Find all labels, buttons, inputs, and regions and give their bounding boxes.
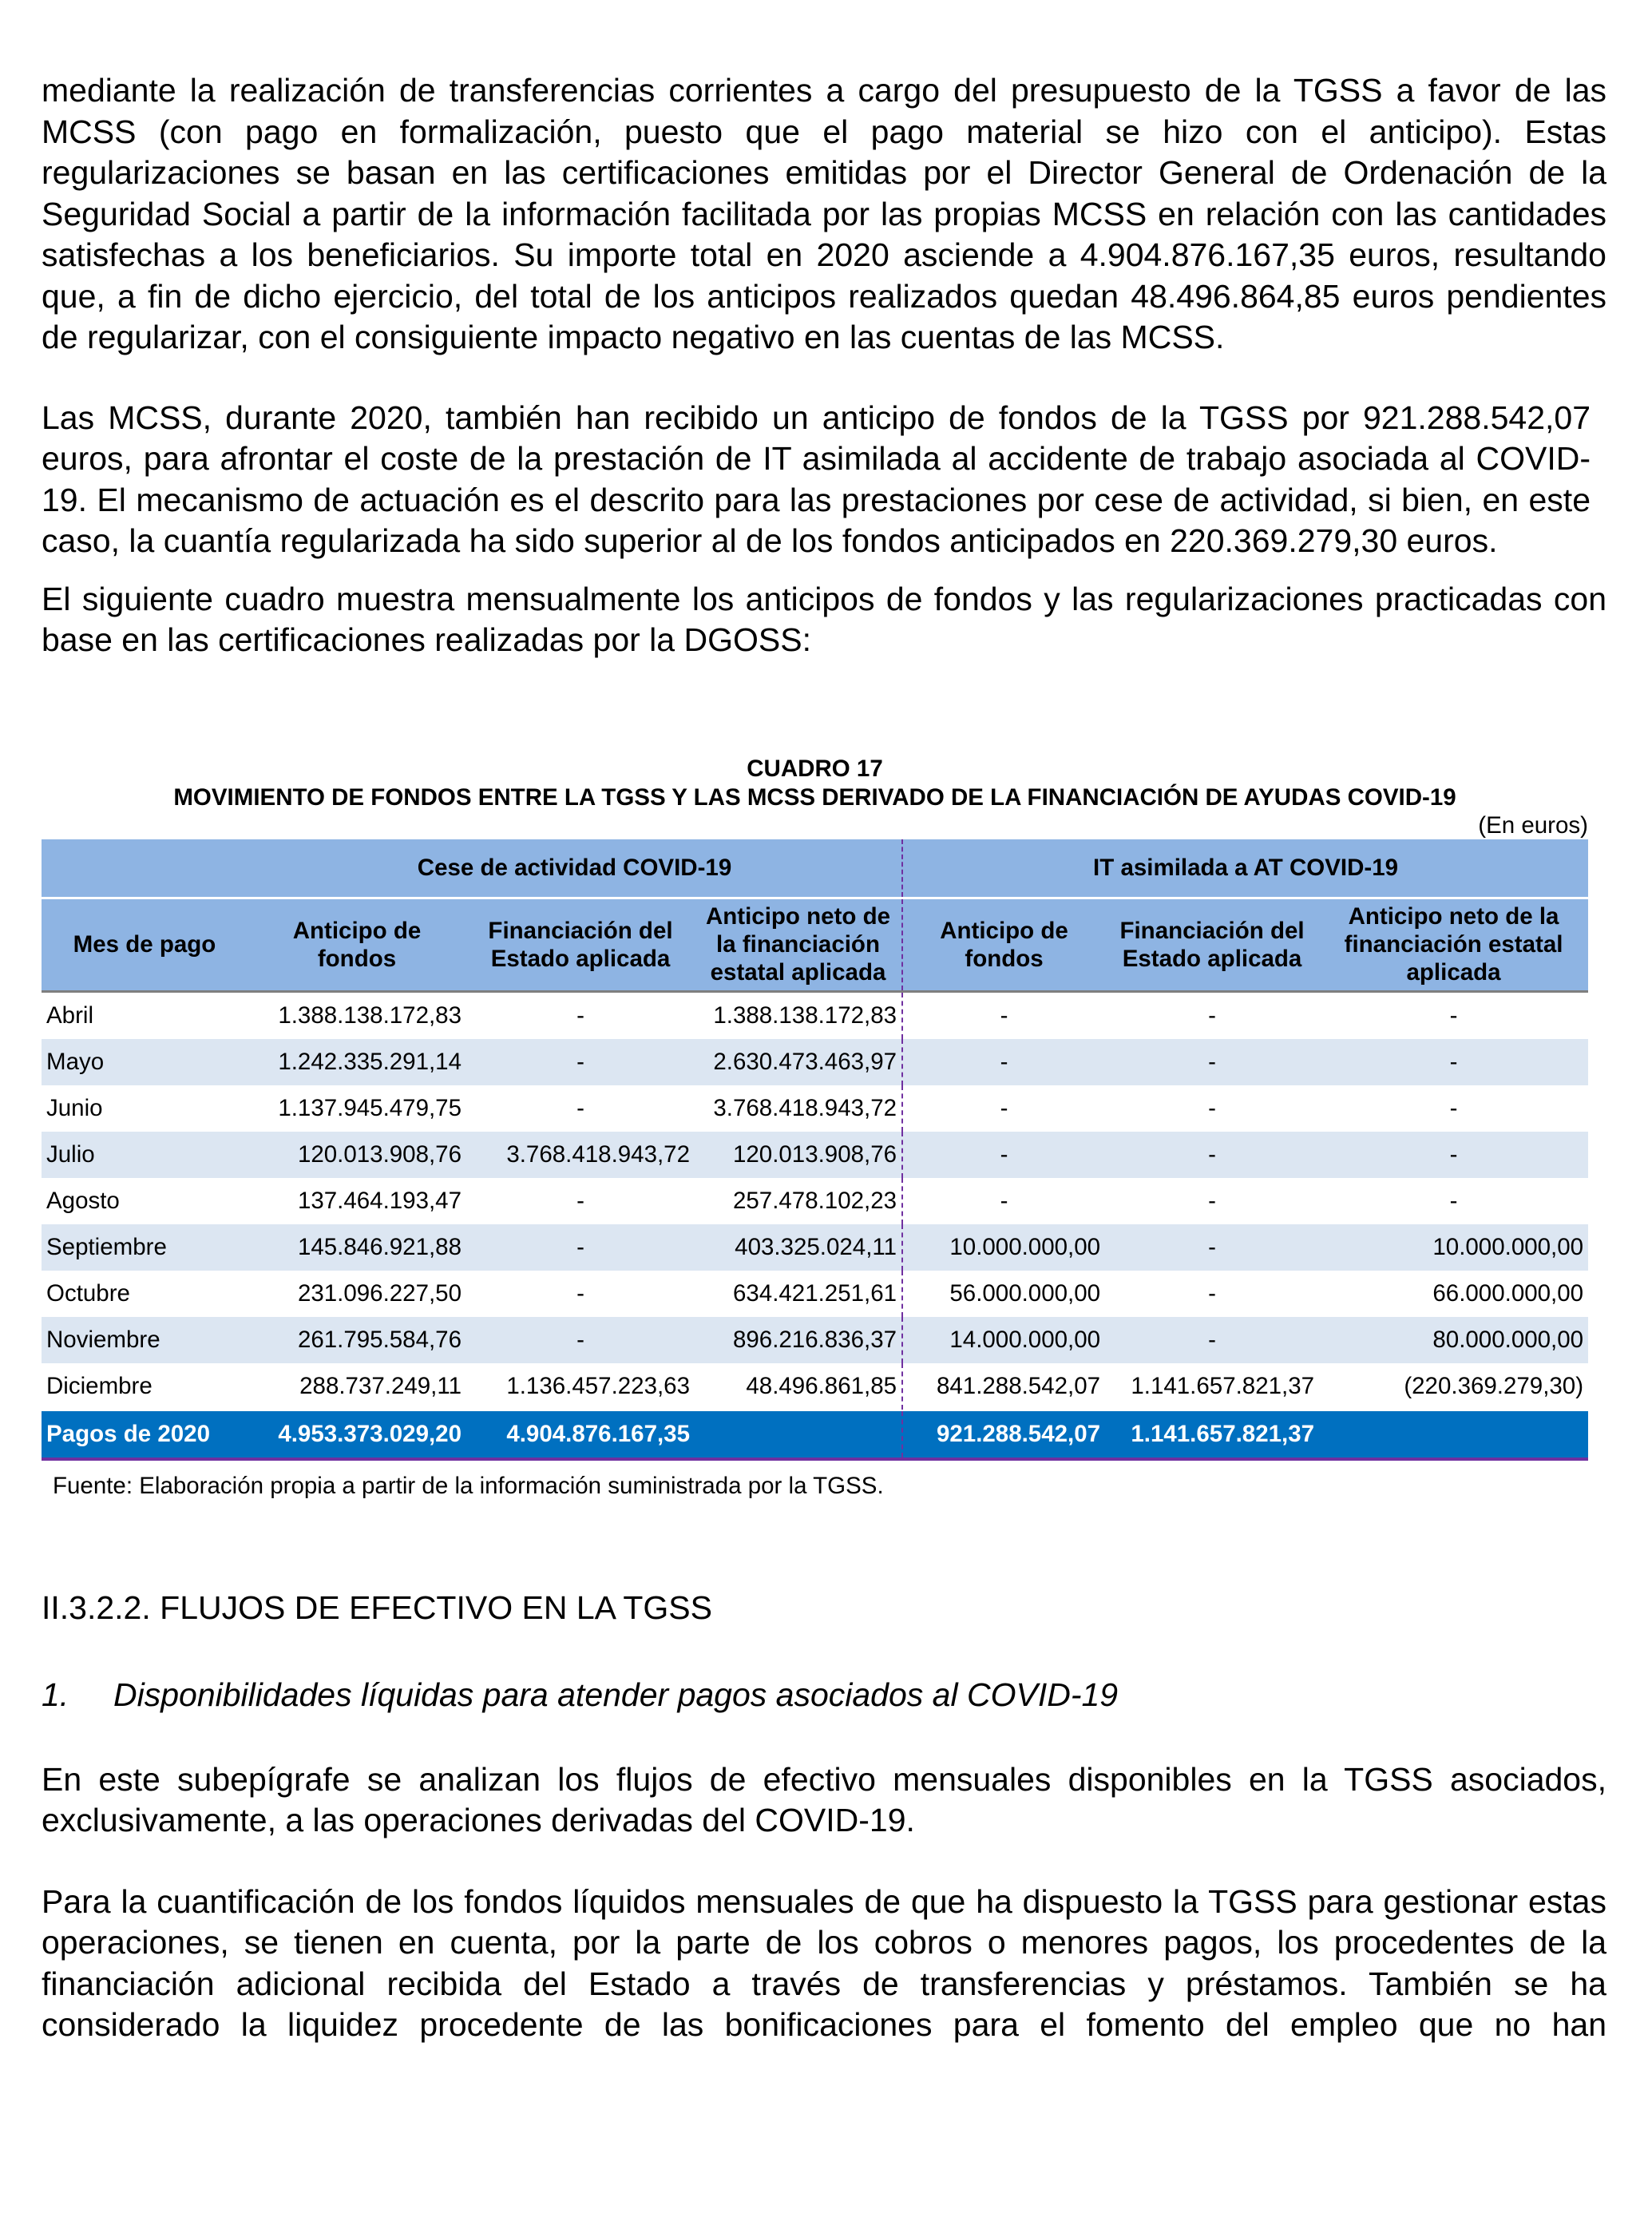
table-row	[42, 1085, 1588, 1132]
cell-mes: Julio	[42, 1132, 248, 1178]
cell-anticipo-it: 56.000.000,00	[949, 1279, 1101, 1307]
table-row	[42, 1039, 1588, 1085]
cell-mes: Agosto	[46, 1187, 120, 1214]
table-column-header-row	[42, 898, 1588, 991]
cell-anticipo-it: -	[902, 1132, 1105, 1178]
cell-financiacion-it: -	[1208, 1094, 1216, 1121]
cell-financiacion-it: -	[1105, 1132, 1319, 1178]
table-group-header-row	[42, 839, 1588, 898]
cell-total-financiacion-cese: 4.904.876.167,35	[466, 1410, 695, 1459]
cell-financiacion-cese: -	[466, 1039, 695, 1085]
cuadro-17	[42, 755, 1588, 1501]
cell-financiacion-it: -	[1105, 1317, 1319, 1363]
cell-neto-it: (220.369.279,30)	[1404, 1372, 1584, 1399]
cell-anticipo-cese: 137.464.193,47	[297, 1187, 462, 1214]
subsection-number: 1.	[42, 1676, 69, 1713]
table-row	[42, 1178, 1588, 1224]
cell-anticipo-it: 10.000.000,00	[902, 1224, 1105, 1271]
cell-mes: Noviembre	[42, 1317, 248, 1363]
group-header-it-asimilada: IT asimilada a AT COVID-19	[902, 839, 1588, 898]
table-row	[42, 1271, 1588, 1317]
table-units: (En euros)	[1478, 811, 1588, 839]
cell-neto-cese: 48.496.861,85	[695, 1363, 902, 1410]
cell-anticipo-cese: 231.096.227,50	[297, 1279, 462, 1307]
cell-anticipo-cese: 120.013.908,76	[248, 1132, 466, 1178]
paragraph-intro-cuadro: El siguiente cuadro muestra mensualmente los anticipos de fondos y las regularizaciones practicadas con base en las certificaciones realizadas por la DGOSS:	[42, 580, 1606, 658]
paragraph-cuantificacion: Para la cuantificación de los fondos líquidos mensuales de que ha dispuesto la TGSS para gestionar estas operaciones, se tienen en cuenta, por la parte de los cobros o menores pagos, los procedentes de la financiación adicional recibida del Estado a través de transferencias y préstamos. También se ha considerado la liquidez procedente de las bonificaciones para el fomento del empleo que no han	[42, 1882, 1606, 2043]
fondos-table	[42, 839, 1588, 1461]
paragraph-anticipos-regularizacion: mediante la realización de transferencias corrientes a cargo del presupuesto de la TGSS a favor de las MCSS (con pago en formalización, puesto que el pago material se hizo con el anticipo). Estas regularizaciones se basan en las certificaciones emitidas por el Director General de Ordenación de la Seguridad Social a partir de la información facilitada por las propias MCSS en relación con las cantidades satisfechas a los beneficiarios. Su importe total en 2020 asciende a 4.904.876.167,35 euros, resultando que, a fin de dicho ejercicio, del total de los anticipos realizados quedan 48.496.864,85 euros pendientes de regularizar, con el consiguiente impacto negativo en las cuentas de las MCSS.	[42, 72, 1606, 355]
cell-financiacion-it: -	[1105, 1224, 1319, 1271]
col-header-neto-it: Anticipo neto de la financiación estatal aplicada	[1319, 898, 1588, 991]
cell-anticipo-cese: 1.137.945.479,75	[278, 1094, 462, 1121]
cell-financiacion-cese: -	[576, 1279, 584, 1307]
cell-anticipo-cese: 288.737.249,11	[299, 1372, 462, 1399]
table-row	[42, 1317, 1588, 1363]
cell-neto-cese: 120.013.908,76	[695, 1132, 902, 1178]
table-source-note: Fuente: Elaboración propia a partir de la información suministrada por la TGSS.	[53, 1472, 884, 1499]
col-header-anticipo-cese: Anticipo de fondos	[248, 898, 466, 991]
cell-neto-cese: 896.216.836,37	[695, 1317, 902, 1363]
cell-financiacion-cese: -	[466, 1224, 695, 1271]
cell-anticipo-it: -	[1000, 1094, 1008, 1121]
cell-neto-it: 80.000.000,00	[1319, 1317, 1588, 1363]
subsection-heading	[42, 1675, 1606, 1715]
cell-neto-cese: 257.478.102,23	[695, 1178, 902, 1224]
table-row	[42, 991, 1588, 1039]
col-header-financiacion-it: Financiación del Estado aplicada	[1105, 898, 1319, 991]
cell-neto-it: 10.000.000,00	[1319, 1224, 1588, 1271]
col-header-neto-cese: Anticipo neto de la financiación estatal aplicada	[695, 898, 902, 991]
cell-financiacion-cese: -	[576, 1001, 584, 1029]
cell-anticipo-it: 14.000.000,00	[902, 1317, 1105, 1363]
col-header-mes: Mes de pago	[42, 898, 248, 991]
empty-header-cell	[42, 839, 248, 898]
paragraph-it-asimilada: Las MCSS, durante 2020, también han recibido un anticipo de fondos de la TGSS por 921.288.542,07 euros, para afrontar el coste de la prestación de IT asimilada al accidente de trabajo asociada al COVID-19. El mecanismo de actuación es el descrito para las prestaciones por cese de actividad, si bien, en este caso, la cuantía regularizada ha sido superior al de los fondos anticipados en 220.369.279,30 euros.	[42, 399, 1591, 559]
cell-total-neto-cese	[695, 1410, 902, 1459]
cell-anticipo-it: -	[1000, 1187, 1008, 1214]
table-total-row	[42, 1410, 1588, 1459]
cell-neto-it: -	[1449, 1094, 1458, 1121]
cell-anticipo-it: -	[1000, 1001, 1008, 1029]
cell-mes: Mayo	[42, 1039, 248, 1085]
col-header-financiacion-cese: Financiación del Estado aplicada	[466, 898, 695, 991]
cell-anticipo-cese: 1.388.138.172,83	[278, 1001, 462, 1029]
table-row	[42, 1363, 1588, 1410]
cell-anticipo-cese: 261.795.584,76	[248, 1317, 466, 1363]
cell-anticipo-it: 841.288.542,07	[936, 1372, 1101, 1399]
cell-neto-cese: 2.630.473.463,97	[695, 1039, 902, 1085]
cell-financiacion-it: -	[1105, 1039, 1319, 1085]
cell-total-financiacion-it: 1.141.657.821,37	[1105, 1410, 1319, 1459]
cell-mes: Junio	[46, 1094, 103, 1121]
cell-financiacion-it: -	[1208, 1001, 1216, 1029]
section-heading: II.3.2.2. FLUJOS DE EFECTIVO EN LA TGSS	[42, 1588, 712, 1626]
cell-financiacion-cese: -	[576, 1094, 584, 1121]
cell-mes: Diciembre	[46, 1372, 153, 1399]
cell-neto-cese: 403.325.024,11	[695, 1224, 902, 1271]
cell-financiacion-it: -	[1208, 1279, 1216, 1307]
cell-neto-cese: 3.768.418.943,72	[695, 1085, 902, 1132]
cell-neto-it: 66.000.000,00	[1432, 1279, 1584, 1307]
cell-financiacion-cese: 1.136.457.223,63	[506, 1372, 690, 1399]
cell-mes: Abril	[46, 1001, 94, 1029]
cell-neto-it: -	[1319, 1132, 1588, 1178]
group-header-cese-actividad: Cese de actividad COVID-19	[248, 839, 902, 898]
cell-neto-cese: 1.388.138.172,83	[695, 991, 902, 1039]
cell-total-label: Pagos de 2020	[42, 1410, 248, 1459]
cell-anticipo-it: -	[902, 1039, 1105, 1085]
paragraph-subepigrafe: En este subepígrafe se analizan los flujos de efectivo mensuales disponibles en la TGSS asociados, exclusivamente, a las operaciones derivadas del COVID-19.	[42, 1760, 1606, 1838]
cell-total-anticipo-it: 921.288.542,07	[902, 1410, 1105, 1459]
table-caption-number: CUADRO 17	[747, 755, 883, 782]
cell-neto-it: -	[1449, 1187, 1458, 1214]
cell-total-anticipo-cese: 4.953.373.029,20	[248, 1410, 466, 1459]
cell-neto-it: -	[1319, 1039, 1588, 1085]
cell-neto-it: -	[1449, 1001, 1458, 1029]
col-header-anticipo-it: Anticipo de fondos	[902, 898, 1105, 991]
cell-anticipo-cese: 145.846.921,88	[248, 1224, 466, 1271]
cell-neto-cese: 634.421.251,61	[695, 1271, 902, 1317]
cell-financiacion-cese: -	[466, 1317, 695, 1363]
cell-mes: Octubre	[46, 1279, 130, 1307]
cell-financiacion-cese: 3.768.418.943,72	[466, 1132, 695, 1178]
subsection-title: Disponibilidades líquidas para atender pagos asociados al COVID-19	[113, 1676, 1119, 1713]
cell-total-neto-it	[1319, 1410, 1588, 1459]
cell-anticipo-cese: 1.242.335.291,14	[248, 1039, 466, 1085]
cell-financiacion-it: -	[1208, 1187, 1216, 1214]
table-row	[42, 1224, 1588, 1271]
cell-financiacion-it: 1.141.657.821,37	[1131, 1372, 1315, 1399]
table-row	[42, 1132, 1588, 1178]
cell-financiacion-cese: -	[576, 1187, 584, 1214]
cell-mes: Septiembre	[42, 1224, 248, 1271]
table-caption-title: MOVIMIENTO DE FONDOS ENTRE LA TGSS Y LAS MCSS DERIVADO DE LA FINANCIACIÓN DE AYUDAS COVID-19	[173, 783, 1456, 811]
document-page	[42, 70, 1606, 2046]
